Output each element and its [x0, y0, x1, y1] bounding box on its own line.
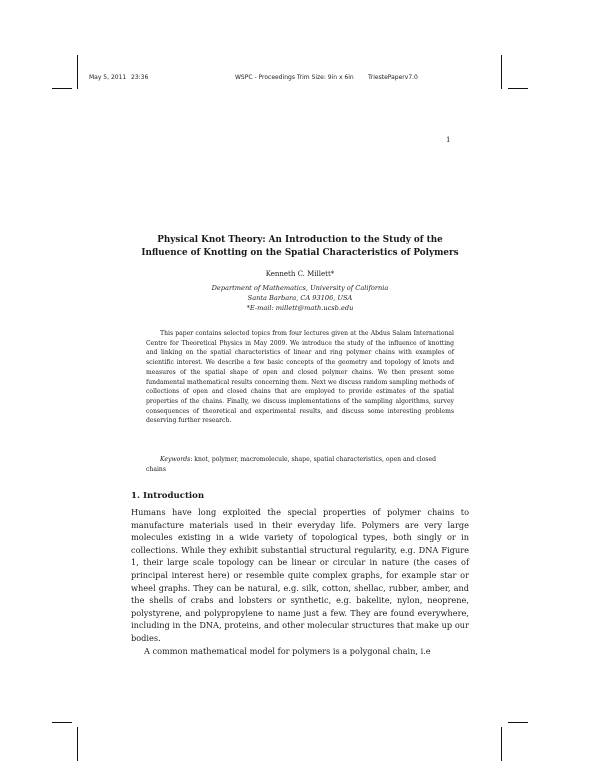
- body-paragraph: Humans have long exploited the special properties of polymer chains to manufacture materials used in their everyday life. Polymers are very large molecules existing in a wide variety of topological types, both singly or in collections. While they exhibit substantial structural regularity, e.g. DNA Figure 1, their large scale topology can be linear or circular in nature (the cases of principal interest here) or resemble quite complex graphs, for example star or wheel graphs. They can be natural, e.g. silk, cotton, shellac, rubber, amber, and the shells of crabs and lobsters or synthetic, e.g. bakelite, nylon, neoprene, polystyrene, and polypropylene to name just a few. They are found everywhere, including in the DNA, proteins, and other molecular structures that make up our bodies.: [131, 507, 469, 643]
- title-line: Influence of Knotting on the Spatial Characteristics of Polymers: [141, 248, 459, 258]
- affiliation-dept: Department of Mathematics, University of California: [211, 284, 389, 292]
- crop-mark: [77, 727, 78, 761]
- header-journal: WSPC - Proceedings Trim Size: 9in x 6in: [235, 74, 354, 81]
- header-time: 23:36: [131, 74, 149, 81]
- keywords-label: Keywords: [160, 456, 191, 463]
- crop-mark: [77, 55, 78, 89]
- header-date: May 5, 2011: [89, 74, 127, 81]
- affiliation-email: *E-mail: millett@math.ucsb.edu: [246, 304, 354, 312]
- paper-title: [120, 234, 480, 260]
- body-paragraph: A common mathematical model for polymers is a polygonal chain, i.e: [144, 645, 431, 656]
- section-body: [131, 506, 469, 657]
- affiliation: [120, 283, 480, 313]
- title-line: Physical Knot Theory: An Introduction to the Study of the: [157, 235, 443, 245]
- crop-mark: [52, 88, 72, 89]
- page-number: 1: [446, 136, 451, 144]
- abstract: This paper contains selected topics from four lectures given at the Abdus Salam International Centre for Theoretical Physics in May 2009. We introduce the study of the influence of knotting and linking on the spatial characteristics of linear and ring polymer chains with examples of scientific interest. We describe a few basic concepts of the geometry and topology of knots and measures of the spatial shape of open and closed polymer chains. We then present some fundamental mathematical results concerning them. Next we discuss random sampling methods of collections of open and closed chains that are employed to provide estimates of the spatial properties of the chains. Finally, we discuss implementations of the sampling algorithms, survey consequences of theoretical and experimental results, and discuss some interesting problems deserving further research.: [146, 330, 454, 425]
- crop-mark: [508, 88, 528, 89]
- affiliation-city: Santa Barbara, CA 93106, USA: [247, 294, 353, 302]
- crop-mark: [501, 727, 502, 761]
- keywords: [146, 455, 454, 474]
- crop-mark: [508, 722, 528, 723]
- section-heading: 1. Introduction: [131, 491, 205, 501]
- author-name: Kenneth C. Millett*: [265, 270, 335, 278]
- crop-mark: [52, 722, 72, 723]
- keywords-list: : knot, polymer, macromolecule, shape, spatial characteristics, open and closed chains: [146, 456, 437, 473]
- header-file: TriestePaperv7.0: [368, 74, 418, 81]
- crop-mark: [501, 55, 502, 89]
